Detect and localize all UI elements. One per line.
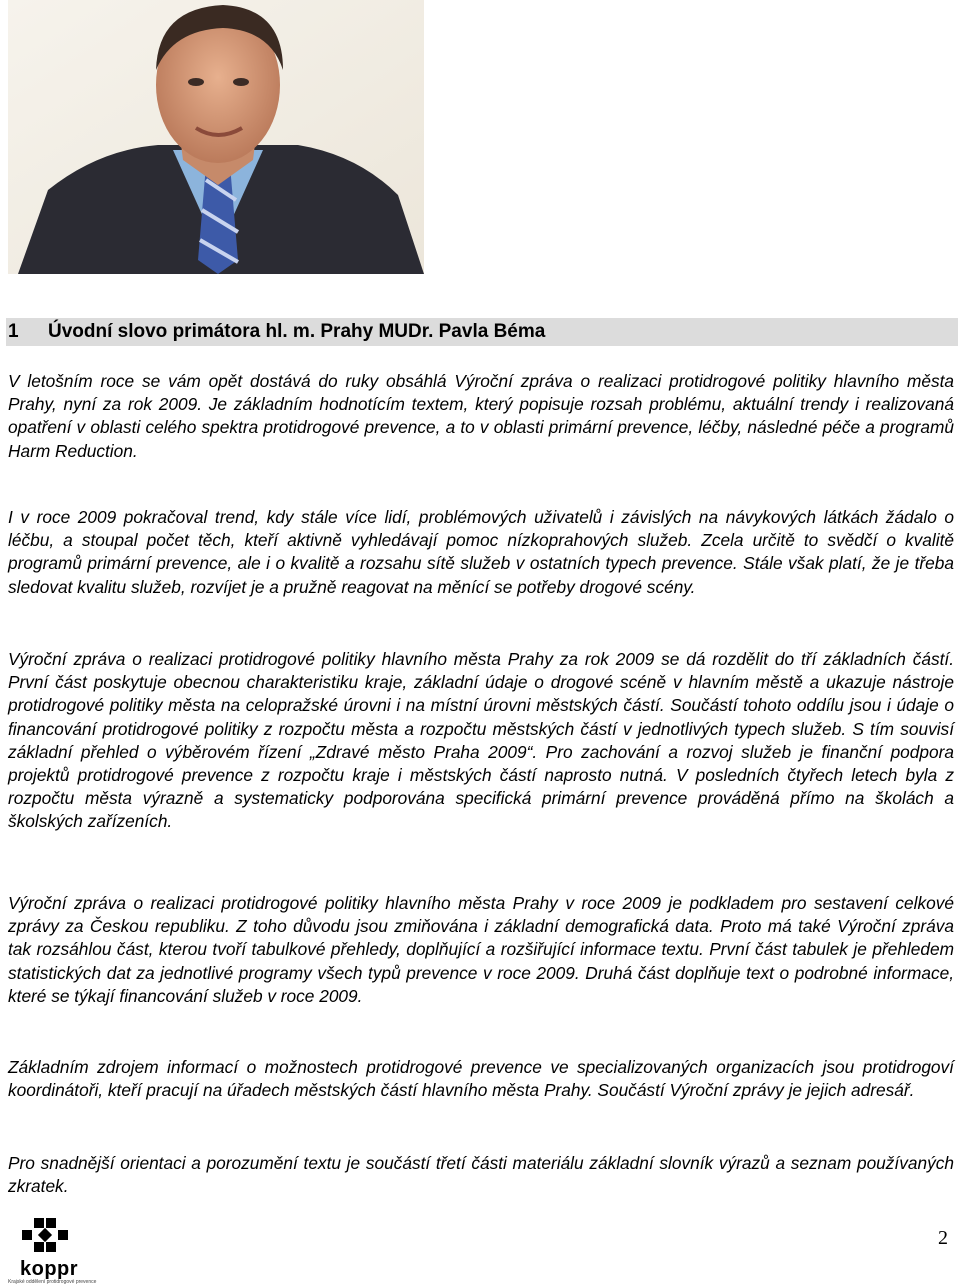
paragraph-structure: Výroční zpráva o realizaci protidrogové politiky hlavního města Prahy za rok 2009 se dá rozdělit do tří základních částí. První část poskytuje obecnou charakteristiku kraje, základní údaje o drogové scéně v hlavním městě a ukazuje nástroje protidrogové politiky města na celopražské úrovni i na místní úrovni městských částí. Součástí tohoto oddílu jsou i údaje o financování protidrogové politiky z rozpočtu města a rozpočtu městských částí v jednotlivých typech služeb. S tím souvisí základní přehled o výběrovém řízení „Zdravé město Praha 2009“. Pro zachování a rozvoj služeb je finanční podpora projektů protidrogové prevence z rozpočtu kraje i městských částí naprosto nutná. V posledních čtyřech letech byla z rozpočtu města výrazně a systematicky podporována specifická primární prevence prováděná přímo na školách a školských zařízeních.	[8, 649, 954, 832]
logo-icon	[20, 1218, 80, 1258]
paragraph-trend: I v roce 2009 pokračoval trend, kdy stále více lidí, problémových uživatelů i závislých na návykových látkách žádalo o léčbu, a stoupal počet těch, kteří aktivně vyhledávají pomoc nízkoprahových služeb. Zcela určitě to svědčí o kvalitě programů primární prevence, ale i o kvalitě a rozsahu sítě služeb v ostatních typech prevence. Stále však platí, že je třeba sledovat kvalitu služeb, rozvíjet je a pružně reagovat na měnící se potřeby drogové scény.	[8, 507, 954, 597]
logo-subtext: Krajské oddělení protidrogové prevence	[8, 1279, 97, 1285]
section-heading	[6, 318, 958, 346]
paragraph-sources: Základním zdrojem informací o možnostech protidrogové prevence ve specializovaných organizacích jsou protidrogoví koordinátoři, kteří pracují na úřadech městských částí hlavního města Prahy. Součástí Výroční zprávy je jejich adresář.	[8, 1057, 954, 1101]
portrait-photo	[8, 0, 424, 274]
paragraph-intro: V letošním roce se vám opět dostává do ruky obsáhlá Výroční zpráva o realizaci protidrogové politiky hlavního města Prahy, nyní za rok 2009. Je základním hodnotícím textem, který popisuje rozsah problému, aktuální trendy i realizovaná opatření v oblasti celého spektra protidrogové prevence, a to v oblasti primární prevence, léčby, následné péče a programů Harm Reduction.	[8, 371, 954, 461]
paragraph-glossary: Pro snadnější orientaci a porozumění textu je součástí třetí části materiálu základní slovník výrazů a seznam používaných zkratek.	[8, 1153, 954, 1197]
page-number: 2	[938, 1227, 948, 1249]
heading-title: Úvodní slovo primátora hl. m. Prahy MUDr. Pavla Béma	[48, 321, 546, 342]
heading-number: 1	[8, 321, 19, 342]
logo-text: koppr	[20, 1258, 79, 1280]
portrait-illustration	[8, 0, 424, 274]
paragraph-national-report: Výroční zpráva o realizaci protidrogové politiky hlavního města Prahy v roce 2009 je podkladem pro sestavení celkové zprávy za Českou republiku. Z toho důvodu jsou zmiňována i základní demografická data. Proto má také Výroční zpráva tak rozsáhlou část, kterou tvoří tabulkové přehledy, doplňující a rozšiřující informace textu. První část tabulek je přehledem statistických dat za jednotlivé programy všech typů prevence v roce 2009. Druhá část doplňuje text o podrobné informace, které se týkají financování služeb v roce 2009.	[8, 893, 954, 1006]
